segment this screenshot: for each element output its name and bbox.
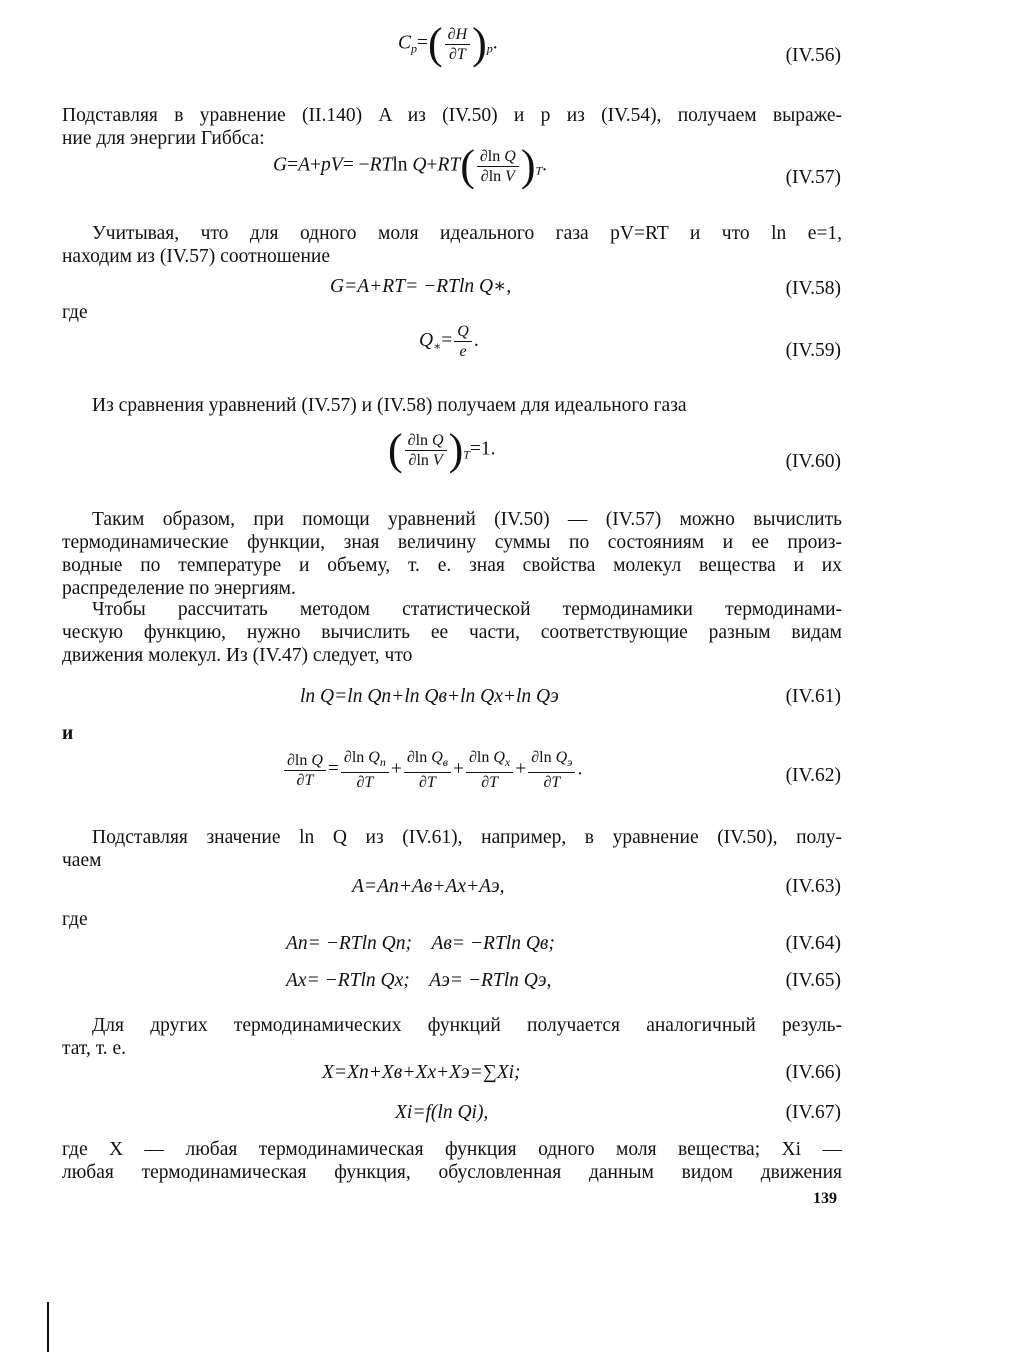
equation-number-iv67: (IV.67) — [785, 1102, 841, 1123]
equation-number-iv58: (IV.58) — [785, 278, 841, 299]
equation-number-iv63: (IV.63) — [785, 876, 841, 897]
where-label-2: где — [62, 909, 88, 930]
paragraph-2: Учитывая, что для одного моля идеального газа pV=RT и что ln e=1, находим из (IV.57) соотношение — [62, 223, 842, 267]
equation-number-iv57: (IV.57) — [785, 167, 841, 188]
equation-iv59: $Q_∗=$ $\frac{Q}{e}$ . — [419, 323, 479, 360]
paragraph-6: Подставляя значение ln Q из (IV.61), например, в уравнение (IV.50), полу- чаем — [62, 827, 842, 871]
paragraph-7: Для других термодинамических функций получается аналогичный резуль- тат, т. е. — [62, 1015, 842, 1059]
equation-number-iv62: (IV.62) — [785, 765, 841, 786]
equation-number-iv65: (IV.65) — [785, 970, 841, 991]
where-label-1: где — [62, 302, 88, 323]
equation-iv66: X=Xп+Xв+Xх+Xэ=∑Xi; — [322, 1062, 521, 1083]
equation-iv67: Xi=f(ln Qi), — [395, 1102, 489, 1123]
paragraph-3: Из сравнения уравнений (IV.57) и (IV.58) получаем для идеального газа — [92, 395, 687, 416]
margin-mark — [47, 1302, 49, 1352]
equation-number-iv66: (IV.66) — [785, 1062, 841, 1083]
equation-number-iv56: (IV.56) — [785, 45, 841, 66]
equation-iv60: ( $\frac{\text{∂ln Q}}{\text{∂ln V}}$ )$_T=1$. — [388, 425, 496, 474]
paragraph-4: Таким образом, при помощи уравнений (IV.50) — (IV.57) можно вычислить термодинамические функции, зная величину суммы по состояниям и ее произ- водные по температуре и объему, т. е. зная свойства молекул вещества и их распределение по энергиям. — [62, 509, 842, 599]
page-number: 139 — [813, 1190, 837, 1207]
equation-number-iv64: (IV.64) — [785, 933, 841, 954]
equation-iv62: $\frac{\text{∂ln Q}}{\partial T}$ = $\frac{\partial\ln Q_п}{\partial T}$ + $\frac{\partial\ln Q_в}{\partial T}$ + $\frac{\partial\ln Q_х}{\partial T}$ + $\frac{\partial\ln Q_э}{\partial T}$ . — [282, 748, 582, 792]
equation-iv63: A=Aп+Aв+Aх+Aэ, — [352, 876, 505, 897]
equation-iv65: Aх= −RTln Qх; Aэ= −RTln Qэ, — [286, 970, 552, 991]
paragraph-1: Подставляя в уравнение (II.140) A из (IV.50) и p из (IV.54), получаем выраже- ние для энергии Гиббса: — [62, 105, 842, 149]
equation-number-iv59: (IV.59) — [785, 340, 841, 361]
equation-number-iv61: (IV.61) — [785, 686, 841, 707]
equation-iv58: G=A+RT= −RTln Q∗, — [330, 276, 512, 297]
equation-iv61: ln Q=ln Qп+ln Qв+ln Qх+ln Qэ — [300, 686, 559, 707]
paragraph-8: где X — любая термодинамическая функция одного моля вещества; Xi — любая термодинамическая функция, обусловленная данным видом движения — [62, 1139, 842, 1183]
equation-iv56: $C_p=$( $\frac{\partial H}{\partial T}$ )$_p$. — [398, 19, 498, 68]
paragraph-5: Чтобы рассчитать методом статистической термодинамики термодинами- ческую функцию, нужно вычислить ее части, соответствующие разным видам движения молекул. Из (IV.47) следует, что — [62, 599, 842, 666]
equation-iv64: Aп= −RTln Qп; Aв= −RTln Qв; — [286, 933, 555, 954]
equation-iv57: G=A+pV= −RTln Q+RT( $\frac{\text{∂ln Q}}{\text{∂ln V}}$ )$_T$. — [273, 141, 548, 190]
equation-number-iv60: (IV.60) — [785, 451, 841, 472]
and-label: и — [62, 723, 74, 744]
